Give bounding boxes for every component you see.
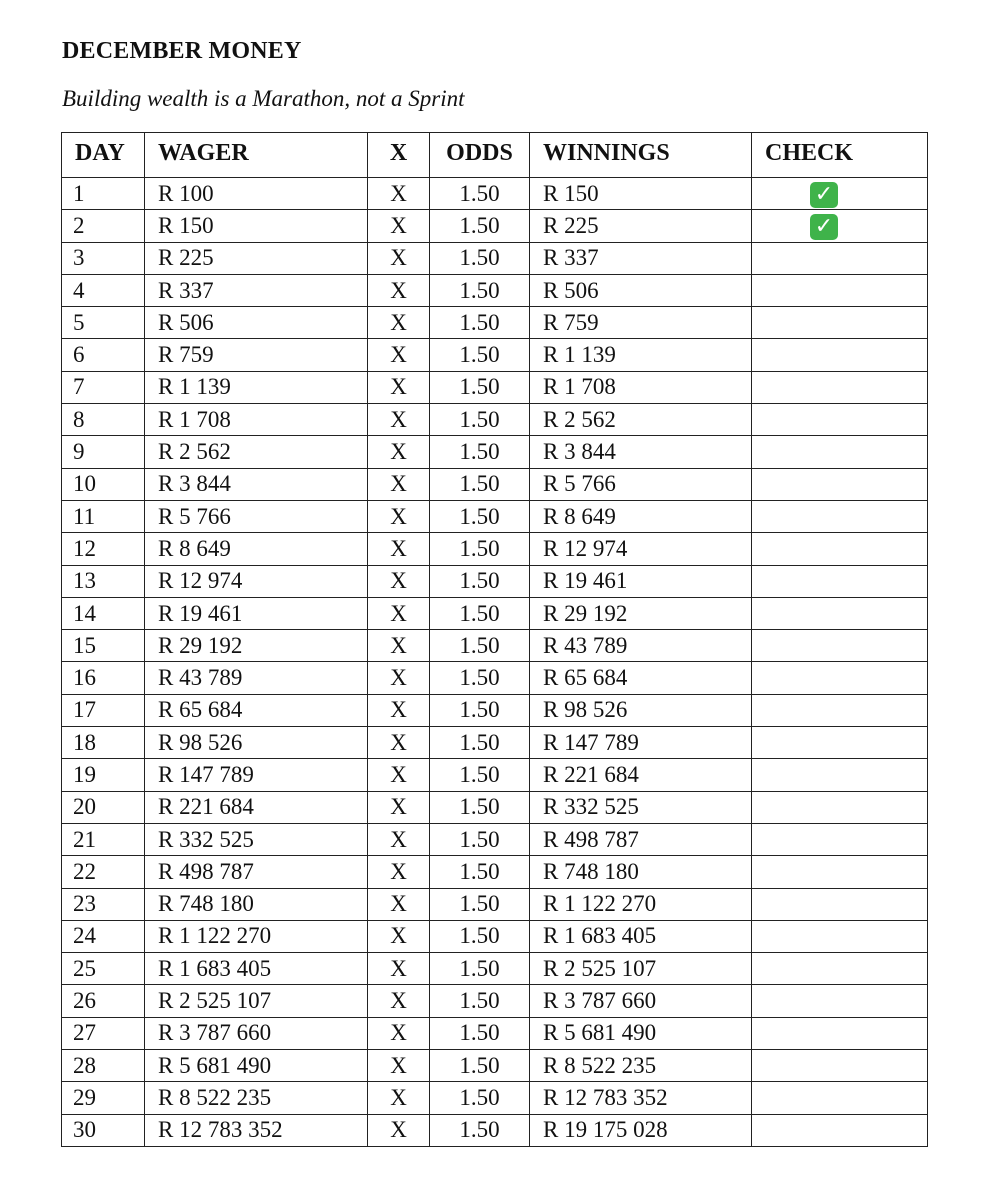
header-wager: WAGER bbox=[145, 133, 368, 178]
check-cell bbox=[752, 694, 928, 726]
table-row bbox=[62, 436, 928, 468]
wager-cell: R 12 783 352 bbox=[145, 1114, 368, 1146]
day-cell: 12 bbox=[62, 533, 145, 565]
odds-cell: 1.50 bbox=[430, 727, 530, 759]
header-check: CHECK bbox=[752, 133, 928, 178]
winnings-cell: R 29 192 bbox=[530, 597, 752, 629]
table-row bbox=[62, 339, 928, 371]
odds-cell: 1.50 bbox=[430, 985, 530, 1017]
day-cell: 28 bbox=[62, 1050, 145, 1082]
table-row bbox=[62, 823, 928, 855]
winnings-cell: R 225 bbox=[530, 210, 752, 242]
check-cell bbox=[752, 662, 928, 694]
odds-cell: 1.50 bbox=[430, 404, 530, 436]
odds-cell: 1.50 bbox=[430, 1050, 530, 1082]
wager-cell: R 1 683 405 bbox=[145, 953, 368, 985]
wager-cell: R 2 562 bbox=[145, 436, 368, 468]
multiplier-cell: X bbox=[368, 597, 430, 629]
check-mark-button-icon: ✓ bbox=[810, 214, 838, 240]
check-cell bbox=[752, 500, 928, 532]
table-row bbox=[62, 759, 928, 791]
wager-cell: R 337 bbox=[145, 274, 368, 306]
day-cell: 1 bbox=[62, 178, 145, 210]
wager-cell: R 1 708 bbox=[145, 404, 368, 436]
multiplier-cell: X bbox=[368, 1050, 430, 1082]
table-row bbox=[62, 307, 928, 339]
table-row bbox=[62, 791, 928, 823]
winnings-cell: R 748 180 bbox=[530, 856, 752, 888]
wager-cell: R 498 787 bbox=[145, 856, 368, 888]
multiplier-cell: X bbox=[368, 662, 430, 694]
day-cell: 6 bbox=[62, 339, 145, 371]
table-row bbox=[62, 210, 928, 242]
day-cell: 27 bbox=[62, 1017, 145, 1049]
day-cell: 29 bbox=[62, 1082, 145, 1114]
winnings-cell: R 221 684 bbox=[530, 759, 752, 791]
winnings-cell: R 2 525 107 bbox=[530, 953, 752, 985]
odds-cell: 1.50 bbox=[430, 274, 530, 306]
multiplier-cell: X bbox=[368, 178, 430, 210]
odds-cell: 1.50 bbox=[430, 791, 530, 823]
odds-cell: 1.50 bbox=[430, 371, 530, 403]
odds-cell: 1.50 bbox=[430, 533, 530, 565]
multiplier-cell: X bbox=[368, 759, 430, 791]
odds-cell: 1.50 bbox=[430, 1082, 530, 1114]
day-cell: 23 bbox=[62, 888, 145, 920]
check-mark-button-icon: ✓ bbox=[810, 182, 838, 208]
winnings-cell: R 43 789 bbox=[530, 630, 752, 662]
table-row bbox=[62, 371, 928, 403]
day-cell: 16 bbox=[62, 662, 145, 694]
winnings-cell: R 98 526 bbox=[530, 694, 752, 726]
winnings-cell: R 332 525 bbox=[530, 791, 752, 823]
check-cell bbox=[752, 791, 928, 823]
day-cell: 5 bbox=[62, 307, 145, 339]
table-row bbox=[62, 178, 928, 210]
day-cell: 21 bbox=[62, 823, 145, 855]
wager-cell: R 332 525 bbox=[145, 823, 368, 855]
odds-cell: 1.50 bbox=[430, 920, 530, 952]
wager-cell: R 43 789 bbox=[145, 662, 368, 694]
day-cell: 7 bbox=[62, 371, 145, 403]
day-cell: 11 bbox=[62, 500, 145, 532]
odds-cell: 1.50 bbox=[430, 630, 530, 662]
odds-cell: 1.50 bbox=[430, 1017, 530, 1049]
multiplier-cell: X bbox=[368, 1017, 430, 1049]
multiplier-cell: X bbox=[368, 468, 430, 500]
odds-cell: 1.50 bbox=[430, 823, 530, 855]
check-cell bbox=[752, 1082, 928, 1114]
wager-cell: R 1 139 bbox=[145, 371, 368, 403]
winnings-cell: R 12 974 bbox=[530, 533, 752, 565]
wager-cell: R 759 bbox=[145, 339, 368, 371]
odds-cell: 1.50 bbox=[430, 210, 530, 242]
table-row bbox=[62, 468, 928, 500]
multiplier-cell: X bbox=[368, 953, 430, 985]
day-cell: 10 bbox=[62, 468, 145, 500]
odds-cell: 1.50 bbox=[430, 694, 530, 726]
wager-cell: R 5 681 490 bbox=[145, 1050, 368, 1082]
header-odds: ODDS bbox=[430, 133, 530, 178]
check-cell bbox=[752, 178, 928, 210]
table-row bbox=[62, 985, 928, 1017]
odds-cell: 1.50 bbox=[430, 856, 530, 888]
table-row bbox=[62, 565, 928, 597]
check-cell bbox=[752, 307, 928, 339]
odds-cell: 1.50 bbox=[430, 1114, 530, 1146]
table-row bbox=[62, 856, 928, 888]
table-row bbox=[62, 888, 928, 920]
document-title: DECEMBER MONEY bbox=[62, 38, 302, 64]
check-cell bbox=[752, 985, 928, 1017]
multiplier-cell: X bbox=[368, 920, 430, 952]
table-row bbox=[62, 500, 928, 532]
day-cell: 2 bbox=[62, 210, 145, 242]
table-row bbox=[62, 953, 928, 985]
winnings-cell: R 5 681 490 bbox=[530, 1017, 752, 1049]
wager-cell: R 98 526 bbox=[145, 727, 368, 759]
table-row bbox=[62, 920, 928, 952]
odds-cell: 1.50 bbox=[430, 500, 530, 532]
multiplier-cell: X bbox=[368, 307, 430, 339]
multiplier-cell: X bbox=[368, 404, 430, 436]
header-day: DAY bbox=[62, 133, 145, 178]
day-cell: 19 bbox=[62, 759, 145, 791]
odds-cell: 1.50 bbox=[430, 597, 530, 629]
check-cell bbox=[752, 242, 928, 274]
wager-cell: R 29 192 bbox=[145, 630, 368, 662]
multiplier-cell: X bbox=[368, 856, 430, 888]
winnings-cell: R 3 844 bbox=[530, 436, 752, 468]
wager-cell: R 221 684 bbox=[145, 791, 368, 823]
odds-cell: 1.50 bbox=[430, 436, 530, 468]
multiplier-cell: X bbox=[368, 1082, 430, 1114]
check-cell bbox=[752, 953, 928, 985]
day-cell: 13 bbox=[62, 565, 145, 597]
multiplier-cell: X bbox=[368, 242, 430, 274]
multiplier-cell: X bbox=[368, 500, 430, 532]
header-x: X bbox=[368, 133, 430, 178]
day-cell: 4 bbox=[62, 274, 145, 306]
wager-cell: R 1 122 270 bbox=[145, 920, 368, 952]
multiplier-cell: X bbox=[368, 371, 430, 403]
winnings-cell: R 2 562 bbox=[530, 404, 752, 436]
wager-cell: R 2 525 107 bbox=[145, 985, 368, 1017]
check-cell bbox=[752, 759, 928, 791]
multiplier-cell: X bbox=[368, 339, 430, 371]
winnings-cell: R 759 bbox=[530, 307, 752, 339]
winnings-cell: R 19 461 bbox=[530, 565, 752, 597]
day-cell: 22 bbox=[62, 856, 145, 888]
table-row bbox=[62, 1082, 928, 1114]
check-cell bbox=[752, 274, 928, 306]
wager-cell: R 19 461 bbox=[145, 597, 368, 629]
winnings-cell: R 498 787 bbox=[530, 823, 752, 855]
odds-cell: 1.50 bbox=[430, 565, 530, 597]
winnings-cell: R 1 122 270 bbox=[530, 888, 752, 920]
check-cell bbox=[752, 210, 928, 242]
day-cell: 15 bbox=[62, 630, 145, 662]
multiplier-cell: X bbox=[368, 533, 430, 565]
multiplier-cell: X bbox=[368, 210, 430, 242]
check-cell bbox=[752, 823, 928, 855]
check-cell bbox=[752, 404, 928, 436]
check-cell bbox=[752, 888, 928, 920]
multiplier-cell: X bbox=[368, 727, 430, 759]
table-row bbox=[62, 694, 928, 726]
multiplier-cell: X bbox=[368, 694, 430, 726]
winnings-cell: R 1 139 bbox=[530, 339, 752, 371]
odds-cell: 1.50 bbox=[430, 307, 530, 339]
winnings-cell: R 65 684 bbox=[530, 662, 752, 694]
wager-cell: R 12 974 bbox=[145, 565, 368, 597]
odds-cell: 1.50 bbox=[430, 468, 530, 500]
wager-table bbox=[61, 132, 928, 1147]
wager-cell: R 8 649 bbox=[145, 533, 368, 565]
day-cell: 26 bbox=[62, 985, 145, 1017]
multiplier-cell: X bbox=[368, 791, 430, 823]
check-cell bbox=[752, 533, 928, 565]
wager-cell: R 225 bbox=[145, 242, 368, 274]
multiplier-cell: X bbox=[368, 823, 430, 855]
day-cell: 30 bbox=[62, 1114, 145, 1146]
check-cell bbox=[752, 565, 928, 597]
odds-cell: 1.50 bbox=[430, 759, 530, 791]
table-header-row bbox=[62, 133, 928, 178]
winnings-cell: R 1 708 bbox=[530, 371, 752, 403]
check-cell bbox=[752, 856, 928, 888]
table-row bbox=[62, 1114, 928, 1146]
multiplier-cell: X bbox=[368, 436, 430, 468]
winnings-cell: R 8 649 bbox=[530, 500, 752, 532]
day-cell: 20 bbox=[62, 791, 145, 823]
table-row bbox=[62, 630, 928, 662]
multiplier-cell: X bbox=[368, 1114, 430, 1146]
check-cell bbox=[752, 630, 928, 662]
wager-cell: R 147 789 bbox=[145, 759, 368, 791]
odds-cell: 1.50 bbox=[430, 888, 530, 920]
wager-cell: R 3 844 bbox=[145, 468, 368, 500]
day-cell: 24 bbox=[62, 920, 145, 952]
wager-cell: R 65 684 bbox=[145, 694, 368, 726]
odds-cell: 1.50 bbox=[430, 339, 530, 371]
wager-cell: R 100 bbox=[145, 178, 368, 210]
winnings-cell: R 1 683 405 bbox=[530, 920, 752, 952]
odds-cell: 1.50 bbox=[430, 953, 530, 985]
table-row bbox=[62, 1017, 928, 1049]
table-row bbox=[62, 404, 928, 436]
table-row bbox=[62, 597, 928, 629]
table-row bbox=[62, 533, 928, 565]
check-cell bbox=[752, 339, 928, 371]
table-row bbox=[62, 727, 928, 759]
day-cell: 14 bbox=[62, 597, 145, 629]
wager-cell: R 8 522 235 bbox=[145, 1082, 368, 1114]
table-row bbox=[62, 662, 928, 694]
multiplier-cell: X bbox=[368, 274, 430, 306]
day-cell: 25 bbox=[62, 953, 145, 985]
odds-cell: 1.50 bbox=[430, 178, 530, 210]
check-cell bbox=[752, 597, 928, 629]
winnings-cell: R 12 783 352 bbox=[530, 1082, 752, 1114]
wager-cell: R 3 787 660 bbox=[145, 1017, 368, 1049]
wager-cell: R 5 766 bbox=[145, 500, 368, 532]
day-cell: 18 bbox=[62, 727, 145, 759]
winnings-cell: R 5 766 bbox=[530, 468, 752, 500]
check-cell bbox=[752, 371, 928, 403]
winnings-cell: R 337 bbox=[530, 242, 752, 274]
table-body bbox=[62, 178, 928, 1147]
winnings-cell: R 147 789 bbox=[530, 727, 752, 759]
check-cell bbox=[752, 1017, 928, 1049]
winnings-cell: R 506 bbox=[530, 274, 752, 306]
winnings-cell: R 8 522 235 bbox=[530, 1050, 752, 1082]
winnings-cell: R 19 175 028 bbox=[530, 1114, 752, 1146]
day-cell: 3 bbox=[62, 242, 145, 274]
table-row bbox=[62, 242, 928, 274]
check-cell bbox=[752, 1050, 928, 1082]
header-winnings: WINNINGS bbox=[530, 133, 752, 178]
multiplier-cell: X bbox=[368, 565, 430, 597]
multiplier-cell: X bbox=[368, 985, 430, 1017]
wager-cell: R 748 180 bbox=[145, 888, 368, 920]
day-cell: 8 bbox=[62, 404, 145, 436]
winnings-cell: R 150 bbox=[530, 178, 752, 210]
multiplier-cell: X bbox=[368, 630, 430, 662]
day-cell: 9 bbox=[62, 436, 145, 468]
winnings-cell: R 3 787 660 bbox=[530, 985, 752, 1017]
check-cell bbox=[752, 468, 928, 500]
table-row bbox=[62, 274, 928, 306]
table-row bbox=[62, 1050, 928, 1082]
day-cell: 17 bbox=[62, 694, 145, 726]
check-cell bbox=[752, 1114, 928, 1146]
document-subtitle: Building wealth is a Marathon, not a Sprint bbox=[62, 86, 465, 111]
odds-cell: 1.50 bbox=[430, 242, 530, 274]
wager-cell: R 506 bbox=[145, 307, 368, 339]
check-cell bbox=[752, 920, 928, 952]
odds-cell: 1.50 bbox=[430, 662, 530, 694]
check-cell bbox=[752, 436, 928, 468]
multiplier-cell: X bbox=[368, 888, 430, 920]
check-cell bbox=[752, 727, 928, 759]
wager-cell: R 150 bbox=[145, 210, 368, 242]
